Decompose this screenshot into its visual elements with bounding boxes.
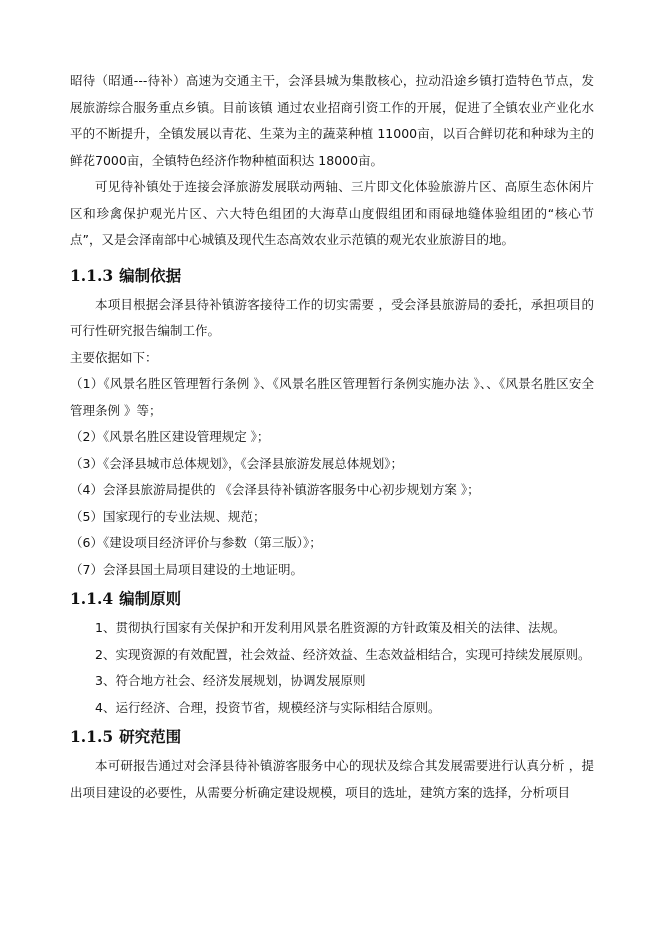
basis-item-6: （6）《建设项目经济评价与参数（第三版）》；	[70, 535, 322, 550]
basis-item-1: （1）《风景名胜区管理暂行条例 》、《风景名胜区管理暂行条例实施办法 》、、《风景名胜区安全管理条例 》等；	[70, 376, 594, 418]
intro-paragraph-1: 昭待（昭通---待补）高速为交通主干，会泽县城为集散核心，拉动沿途乡镇打造特色节点，发展旅游综合服务重点乡镇。目前该镇 通过农业招商引资工作的开展，促进了全镇农业产业化水平的不断提升，全镇发展以青花、生菜为主的蔬菜种植 11000亩，以百合鲜切花和种球为主的鲜花7000亩，全镇特色经济作物种植面积达 18000亩。	[70, 73, 594, 168]
section-number: 1.1.4	[70, 589, 114, 608]
document-body	[70, 68, 594, 806]
section-title: 编制原则	[119, 590, 182, 608]
basis-item-7: （7）会泽县国土局项目建设的土地证明。	[70, 561, 303, 577]
principle-item-4: 4、运行经济、合理，投资节省，规模经济与实际相结合原则。	[95, 699, 441, 715]
basis-item-5: （5）国家现行的专业法规、规范；	[70, 508, 266, 524]
principle-item-2: 2、实现资源的有效配置，社会效益、经济效益、生态效益相结合，实现可持续发展原则。	[95, 646, 591, 662]
section-1-1-3-paragraph: 本项目根据会泽县待补镇游客接待工作的切实需要 ，受会泽县旅游局的委托，承担项目的可行性研究报告编制工作。	[70, 296, 594, 338]
section-1-1-5-paragraph: 本可研报告通过对会泽县待补镇游客服务中心的现状及综合其发展需要进行认真分析 ，提出项目建设的必要性，从需要分析确定建设规模，项目的选址，建筑方案的选择，分析项目	[70, 758, 594, 800]
section-number: 1.1.5	[70, 727, 114, 746]
section-number: 1.1.3	[70, 265, 114, 285]
principle-item-3: 3、符合地方社会、经济发展规划，协调发展原则	[95, 673, 366, 688]
basis-intro: 主要依据如下：	[70, 349, 158, 365]
section-heading-1-1-4	[70, 583, 594, 615]
intro-paragraph-2: 可见待补镇处于连接会泽旅游发展联动两轴、三片即文化体验旅游片区、高原生态休闲片区和珍禽保护观光片区、六大特色组团的大海草山度假组团和雨碌地缝体验组团的“核心节点”，又是会泽南部中心城镇及现代生态高效农业示范镇的观光农业旅游目的地。	[70, 179, 594, 247]
section-heading-1-1-3	[70, 260, 594, 292]
section-title: 编制依据	[119, 266, 182, 285]
section-heading-1-1-5	[70, 721, 594, 753]
section-title: 研究范围	[119, 728, 182, 746]
basis-item-2: （2）《风景名胜区建设管理规定 》；	[70, 429, 270, 444]
basis-item-4: （4）会泽县旅游局提供的 《会泽县待补镇游客服务中心初步规划方案 》；	[70, 482, 480, 497]
basis-item-3: （3）《会泽县城市总体规划》，《会泽县旅游发展总体规划》；	[70, 455, 403, 471]
principle-item-1: 1、贯彻执行国家有关保护和开发利用风景名胜资源的方针政策及相关的法律、法规。	[95, 620, 566, 635]
